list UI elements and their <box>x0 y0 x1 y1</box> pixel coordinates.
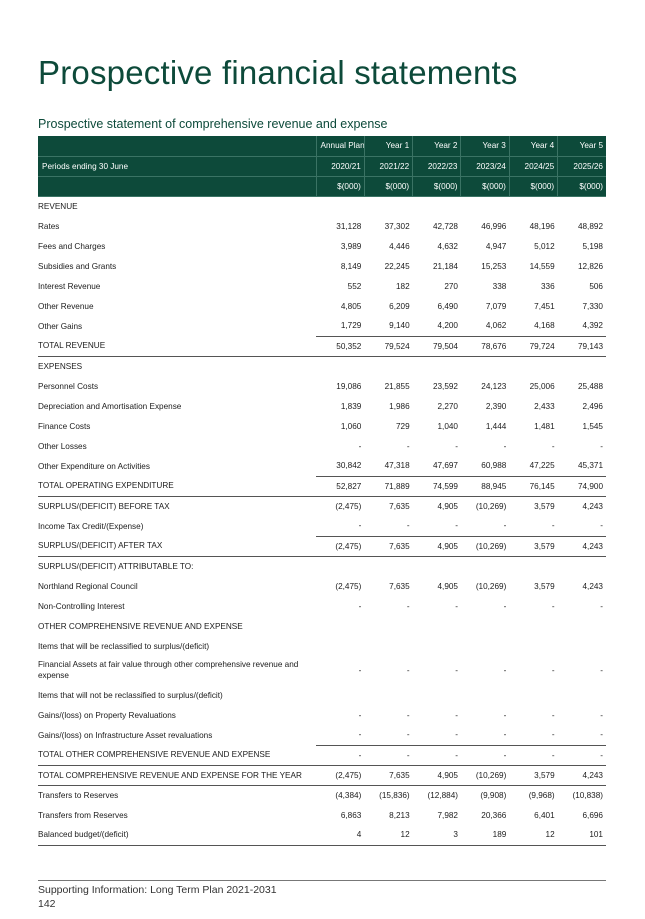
row-label: Interest Revenue <box>38 281 101 291</box>
row-value: 21,855 <box>384 381 410 391</box>
row-label: Gains/(loss) on Infrastructure Asset revaluations <box>38 730 213 740</box>
row-value: - <box>455 666 458 675</box>
row-value <box>413 556 461 576</box>
table-row <box>38 496 606 516</box>
row-value: 3,579 <box>534 581 555 591</box>
row-value: - <box>503 666 507 675</box>
row-value: 3 <box>413 825 461 845</box>
row-value: 74,599 <box>413 476 461 496</box>
row-value: 1,481 <box>534 421 555 431</box>
row-value <box>364 636 412 656</box>
row-label: REVENUE <box>38 201 78 211</box>
table-row <box>38 596 606 616</box>
page-number: 142 <box>38 898 56 910</box>
row-value: 1,729 <box>340 321 362 331</box>
row-value <box>364 685 412 705</box>
row-value <box>364 356 412 376</box>
header-label-cell <box>38 176 316 196</box>
page-title: Prospective financial statements <box>38 54 518 91</box>
row-value: - <box>509 745 557 765</box>
row-value <box>558 196 606 216</box>
row-value: - <box>600 521 603 531</box>
row-value: 4,905 <box>437 581 458 591</box>
row-value: 45,371 <box>577 461 603 471</box>
row-value: - <box>406 730 410 740</box>
row-value: 71,889 <box>364 476 412 496</box>
row-value: 7,451 <box>534 301 555 311</box>
row-label: Other Revenue <box>38 301 94 311</box>
row-value <box>558 556 606 576</box>
row-value: 47,225 <box>529 461 555 471</box>
row-label: Depreciation and Amortisation Expense <box>38 401 182 411</box>
row-value: 4,947 <box>485 241 507 251</box>
row-value <box>509 685 557 705</box>
row-value: 88,945 <box>461 476 509 496</box>
row-value: 7,079 <box>485 301 507 311</box>
row-value: 182 <box>395 281 410 291</box>
row-value: - <box>316 745 364 765</box>
row-value: (2,475) <box>316 765 364 785</box>
row-label: Transfers from Reserves <box>38 810 128 820</box>
row-value: 19,086 <box>336 381 362 391</box>
row-value <box>461 196 509 216</box>
row-label: EXPENSES <box>38 361 83 371</box>
table-row <box>38 705 606 725</box>
row-value: (10,269) <box>475 581 507 591</box>
row-value: 48,196 <box>529 221 555 231</box>
table-row <box>38 825 606 845</box>
row-label: TOTAL OTHER COMPREHENSIVE REVENUE AND EXPENSE <box>38 745 316 765</box>
row-value: 12 <box>364 825 412 845</box>
row-value: (2,475) <box>335 501 362 511</box>
row-label: Personnel Costs <box>38 381 99 391</box>
row-value: 20,366 <box>481 810 507 820</box>
row-value: - <box>364 745 412 765</box>
row-value: - <box>455 441 458 451</box>
row-label: Northland Regional Council <box>38 581 138 591</box>
table-row <box>38 416 606 436</box>
row-value: 4,446 <box>389 241 410 251</box>
row-value <box>461 636 509 656</box>
footer-text: Supporting Information: Long Term Plan 2021-2031 <box>38 884 277 896</box>
row-value: 12 <box>509 825 557 845</box>
row-value: 23,592 <box>432 381 458 391</box>
table-row <box>38 196 606 216</box>
table-row <box>38 805 606 825</box>
table-row <box>38 685 606 705</box>
row-value: 25,006 <box>529 381 555 391</box>
row-value: 21,184 <box>432 261 458 271</box>
row-value: - <box>503 601 507 611</box>
row-value: - <box>600 710 603 720</box>
row-value: - <box>503 441 507 451</box>
row-value: 4,062 <box>485 321 507 331</box>
row-value: 5,012 <box>534 241 555 251</box>
row-value: 270 <box>444 281 458 291</box>
row-value: (10,838) <box>572 790 603 800</box>
header-value-cell: $(000) <box>558 176 606 196</box>
row-value: 22,245 <box>384 261 410 271</box>
row-value: 6,863 <box>340 810 362 820</box>
row-value: 50,352 <box>316 336 364 356</box>
header-value-cell: 2022/23 <box>413 156 461 176</box>
row-value: (2,475) <box>316 536 364 556</box>
row-value: 1,545 <box>582 421 603 431</box>
row-value: 2,433 <box>534 401 555 411</box>
row-label: SURPLUS/(DEFICIT) BEFORE TAX <box>38 501 170 511</box>
table-row <box>38 785 606 805</box>
row-value <box>509 196 557 216</box>
row-value: 2,496 <box>582 401 603 411</box>
statement-subtitle: Prospective statement of comprehensive revenue and expense <box>38 117 388 131</box>
table-row <box>38 765 606 785</box>
header-value-cell: $(000) <box>364 176 412 196</box>
table-row <box>38 516 606 536</box>
row-value: 4,243 <box>558 536 606 556</box>
row-value: 729 <box>395 421 410 431</box>
row-value: 3,579 <box>534 501 555 511</box>
row-label: Rates <box>38 221 60 231</box>
row-value: - <box>406 521 410 531</box>
header-row2 <box>38 156 606 176</box>
row-value: 189 <box>461 825 509 845</box>
row-value: - <box>600 441 603 451</box>
row-value: 76,145 <box>509 476 557 496</box>
row-value <box>558 685 606 705</box>
table-row <box>38 636 606 656</box>
row-value <box>558 636 606 656</box>
row-value: 7,330 <box>582 301 603 311</box>
row-label: Financial Assets at fair value through other comprehensive revenue and expense <box>38 660 299 680</box>
row-label: Items that will be reclassified to surplus/(deficit) <box>38 641 210 651</box>
row-value: - <box>600 666 603 675</box>
row-value: 1,040 <box>437 421 458 431</box>
row-value: - <box>406 601 410 611</box>
row-value: 52,827 <box>316 476 364 496</box>
row-value <box>558 356 606 376</box>
header-value-cell: $(000) <box>316 176 364 196</box>
row-value <box>413 616 461 636</box>
row-label: Items that will not be reclassified to surplus/(deficit) <box>38 690 223 700</box>
table-row <box>38 616 606 636</box>
row-label: Transfers to Reserves <box>38 790 119 800</box>
row-value: 78,676 <box>461 336 509 356</box>
footer-divider <box>38 880 606 881</box>
table-row <box>38 316 606 336</box>
table-row <box>38 436 606 456</box>
row-value: 74,900 <box>558 476 606 496</box>
table-row <box>38 576 606 596</box>
table-row <box>38 396 606 416</box>
row-value: (10,269) <box>461 765 509 785</box>
row-value: 3,579 <box>509 536 557 556</box>
row-value: - <box>551 710 555 720</box>
table-row <box>38 356 606 376</box>
row-label: Other Losses <box>38 441 87 451</box>
row-value: 4,805 <box>340 301 362 311</box>
table-row <box>38 656 606 685</box>
row-value <box>509 616 557 636</box>
row-value <box>316 556 364 576</box>
header-value-cell: $(000) <box>413 176 461 196</box>
row-value <box>316 356 364 376</box>
row-value: - <box>358 521 362 531</box>
row-value: 8,213 <box>389 810 410 820</box>
financial-table <box>38 136 606 846</box>
table-row <box>38 556 606 576</box>
row-label: Balanced budget/(deficit) <box>38 825 316 845</box>
table-row <box>38 745 606 765</box>
row-value: (2,475) <box>335 581 362 591</box>
row-value: 47,318 <box>384 461 410 471</box>
row-value: - <box>461 745 509 765</box>
row-value: 1,060 <box>340 421 362 431</box>
table-row <box>38 376 606 396</box>
row-value <box>364 616 412 636</box>
row-value: 79,504 <box>413 336 461 356</box>
row-value: 7,635 <box>389 581 410 591</box>
row-value <box>509 356 557 376</box>
row-label: SURPLUS/(DEFICIT) ATTRIBUTABLE TO: <box>38 561 194 571</box>
row-value: 4,168 <box>534 321 555 331</box>
row-value: 6,209 <box>389 301 410 311</box>
row-value: 25,488 <box>577 381 603 391</box>
row-label: Non-Controlling Interest <box>38 601 125 611</box>
row-value: - <box>551 441 555 451</box>
row-value: 31,128 <box>336 221 362 231</box>
header-value-cell: 2021/22 <box>364 156 412 176</box>
row-value: 15,253 <box>481 261 507 271</box>
table-row <box>38 476 606 496</box>
row-value: - <box>551 601 555 611</box>
row-value: 7,635 <box>364 536 412 556</box>
row-label: OTHER COMPREHENSIVE REVENUE AND EXPENSE <box>38 621 243 631</box>
row-value <box>509 636 557 656</box>
row-value: 6,490 <box>437 301 458 311</box>
row-value: - <box>358 710 362 720</box>
header-label-cell <box>38 136 316 156</box>
row-label: TOTAL OPERATING EXPENDITURE <box>38 476 316 496</box>
header-value-cell: Annual Plan <box>316 136 364 156</box>
row-value: 4,392 <box>582 321 603 331</box>
row-value <box>413 685 461 705</box>
row-value: 42,728 <box>432 221 458 231</box>
row-value: - <box>358 601 362 611</box>
row-value: 552 <box>347 281 362 291</box>
row-label: SURPLUS/(DEFICIT) AFTER TAX <box>38 536 316 556</box>
row-value: - <box>558 745 606 765</box>
row-value: 30,842 <box>336 461 362 471</box>
table-row <box>38 276 606 296</box>
table-row <box>38 456 606 476</box>
header-row1 <box>38 136 606 156</box>
row-value: - <box>358 666 362 675</box>
row-value: 2,270 <box>437 401 458 411</box>
row-value: 336 <box>540 281 555 291</box>
row-value: - <box>358 441 362 451</box>
row-value: - <box>503 521 507 531</box>
row-value: 8,149 <box>340 261 362 271</box>
row-value: - <box>600 601 603 611</box>
row-label: Subsidies and Grants <box>38 261 117 271</box>
table-row <box>38 725 606 745</box>
row-value: 1,986 <box>389 401 410 411</box>
row-value: (15,836) <box>379 790 410 800</box>
header-value-cell: 2023/24 <box>461 156 509 176</box>
header-value-cell: $(000) <box>461 176 509 196</box>
row-value: 5,198 <box>582 241 603 251</box>
header-value-cell: Year 3 <box>461 136 509 156</box>
header-value-cell: Year 5 <box>558 136 606 156</box>
header-value-cell: 2020/21 <box>316 156 364 176</box>
row-value: - <box>455 601 458 611</box>
row-value: 4,243 <box>582 581 603 591</box>
row-value: - <box>455 521 458 531</box>
header-label-cell: Periods ending 30 June <box>38 156 316 176</box>
row-value: - <box>406 666 410 675</box>
row-value: (10,269) <box>475 501 507 511</box>
row-value <box>461 556 509 576</box>
row-value: - <box>406 441 410 451</box>
row-value: 1,444 <box>485 421 507 431</box>
row-value: (12,884) <box>427 790 458 800</box>
row-label: Income Tax Credit/(Expense) <box>38 521 144 531</box>
table-row <box>38 256 606 276</box>
row-value <box>413 636 461 656</box>
row-value: - <box>551 730 555 740</box>
row-value: 4,905 <box>413 536 461 556</box>
row-value: (9,908) <box>480 790 507 800</box>
row-value <box>316 636 364 656</box>
table-row <box>38 216 606 236</box>
row-value: - <box>503 710 507 720</box>
row-value: 79,724 <box>509 336 557 356</box>
row-value: 7,982 <box>437 810 458 820</box>
row-value: (4,384) <box>335 790 362 800</box>
row-value: 79,143 <box>558 336 606 356</box>
row-value <box>461 616 509 636</box>
row-value: 14,559 <box>529 261 555 271</box>
header-value-cell: 2025/26 <box>558 156 606 176</box>
row-value: - <box>503 730 507 740</box>
row-value <box>316 616 364 636</box>
header-value-cell: Year 2 <box>413 136 461 156</box>
row-value: - <box>551 521 555 531</box>
row-value: 46,996 <box>481 221 507 231</box>
row-value: 4,905 <box>413 765 461 785</box>
table-row <box>38 236 606 256</box>
row-value: - <box>455 710 458 720</box>
row-value: 7,635 <box>364 765 412 785</box>
table-row <box>38 296 606 316</box>
row-value: (10,269) <box>461 536 509 556</box>
row-value <box>364 196 412 216</box>
table-row <box>38 336 606 356</box>
row-label: Other Gains <box>38 321 83 331</box>
row-value: - <box>455 730 458 740</box>
row-value: - <box>551 666 555 675</box>
row-value <box>413 196 461 216</box>
row-value: 2,390 <box>485 401 507 411</box>
row-value <box>316 685 364 705</box>
row-value <box>461 685 509 705</box>
row-value: 37,302 <box>384 221 410 231</box>
row-value: 1,839 <box>340 401 362 411</box>
header-value-cell: $(000) <box>509 176 557 196</box>
row-label: Other Expenditure on Activities <box>38 461 150 471</box>
row-value: 79,524 <box>364 336 412 356</box>
row-label: Fees and Charges <box>38 241 106 251</box>
row-value: 3,989 <box>340 241 362 251</box>
row-value: 12,826 <box>577 261 603 271</box>
row-value <box>558 616 606 636</box>
header-row3 <box>38 176 606 196</box>
row-value: 4,632 <box>437 241 458 251</box>
table-row <box>38 536 606 556</box>
row-value <box>364 556 412 576</box>
row-value <box>413 356 461 376</box>
row-value: - <box>358 730 362 740</box>
header-value-cell: 2024/25 <box>509 156 557 176</box>
row-label: TOTAL REVENUE <box>38 336 316 356</box>
row-value: 47,697 <box>432 461 458 471</box>
row-value: 4,200 <box>437 321 458 331</box>
row-value: 4,905 <box>437 501 458 511</box>
row-value: 7,635 <box>389 501 410 511</box>
row-value: 6,696 <box>582 810 603 820</box>
row-value: 506 <box>589 281 603 291</box>
header-value-cell: Year 1 <box>364 136 412 156</box>
row-value: 101 <box>558 825 606 845</box>
row-value: 9,140 <box>389 321 410 331</box>
row-label: TOTAL COMPREHENSIVE REVENUE AND EXPENSE FOR THE YEAR <box>38 765 316 785</box>
row-value: - <box>600 730 603 740</box>
row-value: 3,579 <box>509 765 557 785</box>
row-value <box>316 196 364 216</box>
row-value <box>461 356 509 376</box>
row-value: - <box>413 745 461 765</box>
row-value: 4 <box>316 825 364 845</box>
row-value: 338 <box>492 281 507 291</box>
row-value: 24,123 <box>481 381 507 391</box>
row-value: 6,401 <box>534 810 555 820</box>
header-value-cell: Year 4 <box>509 136 557 156</box>
row-label: Finance Costs <box>38 421 91 431</box>
row-value <box>509 556 557 576</box>
row-value: 4,243 <box>582 501 603 511</box>
row-label: Gains/(loss) on Property Revaluations <box>38 710 176 720</box>
row-value: 60,988 <box>481 461 507 471</box>
row-value: (9,968) <box>528 790 555 800</box>
row-value: 48,892 <box>577 221 603 231</box>
row-value: - <box>406 710 410 720</box>
row-value: 4,243 <box>558 765 606 785</box>
